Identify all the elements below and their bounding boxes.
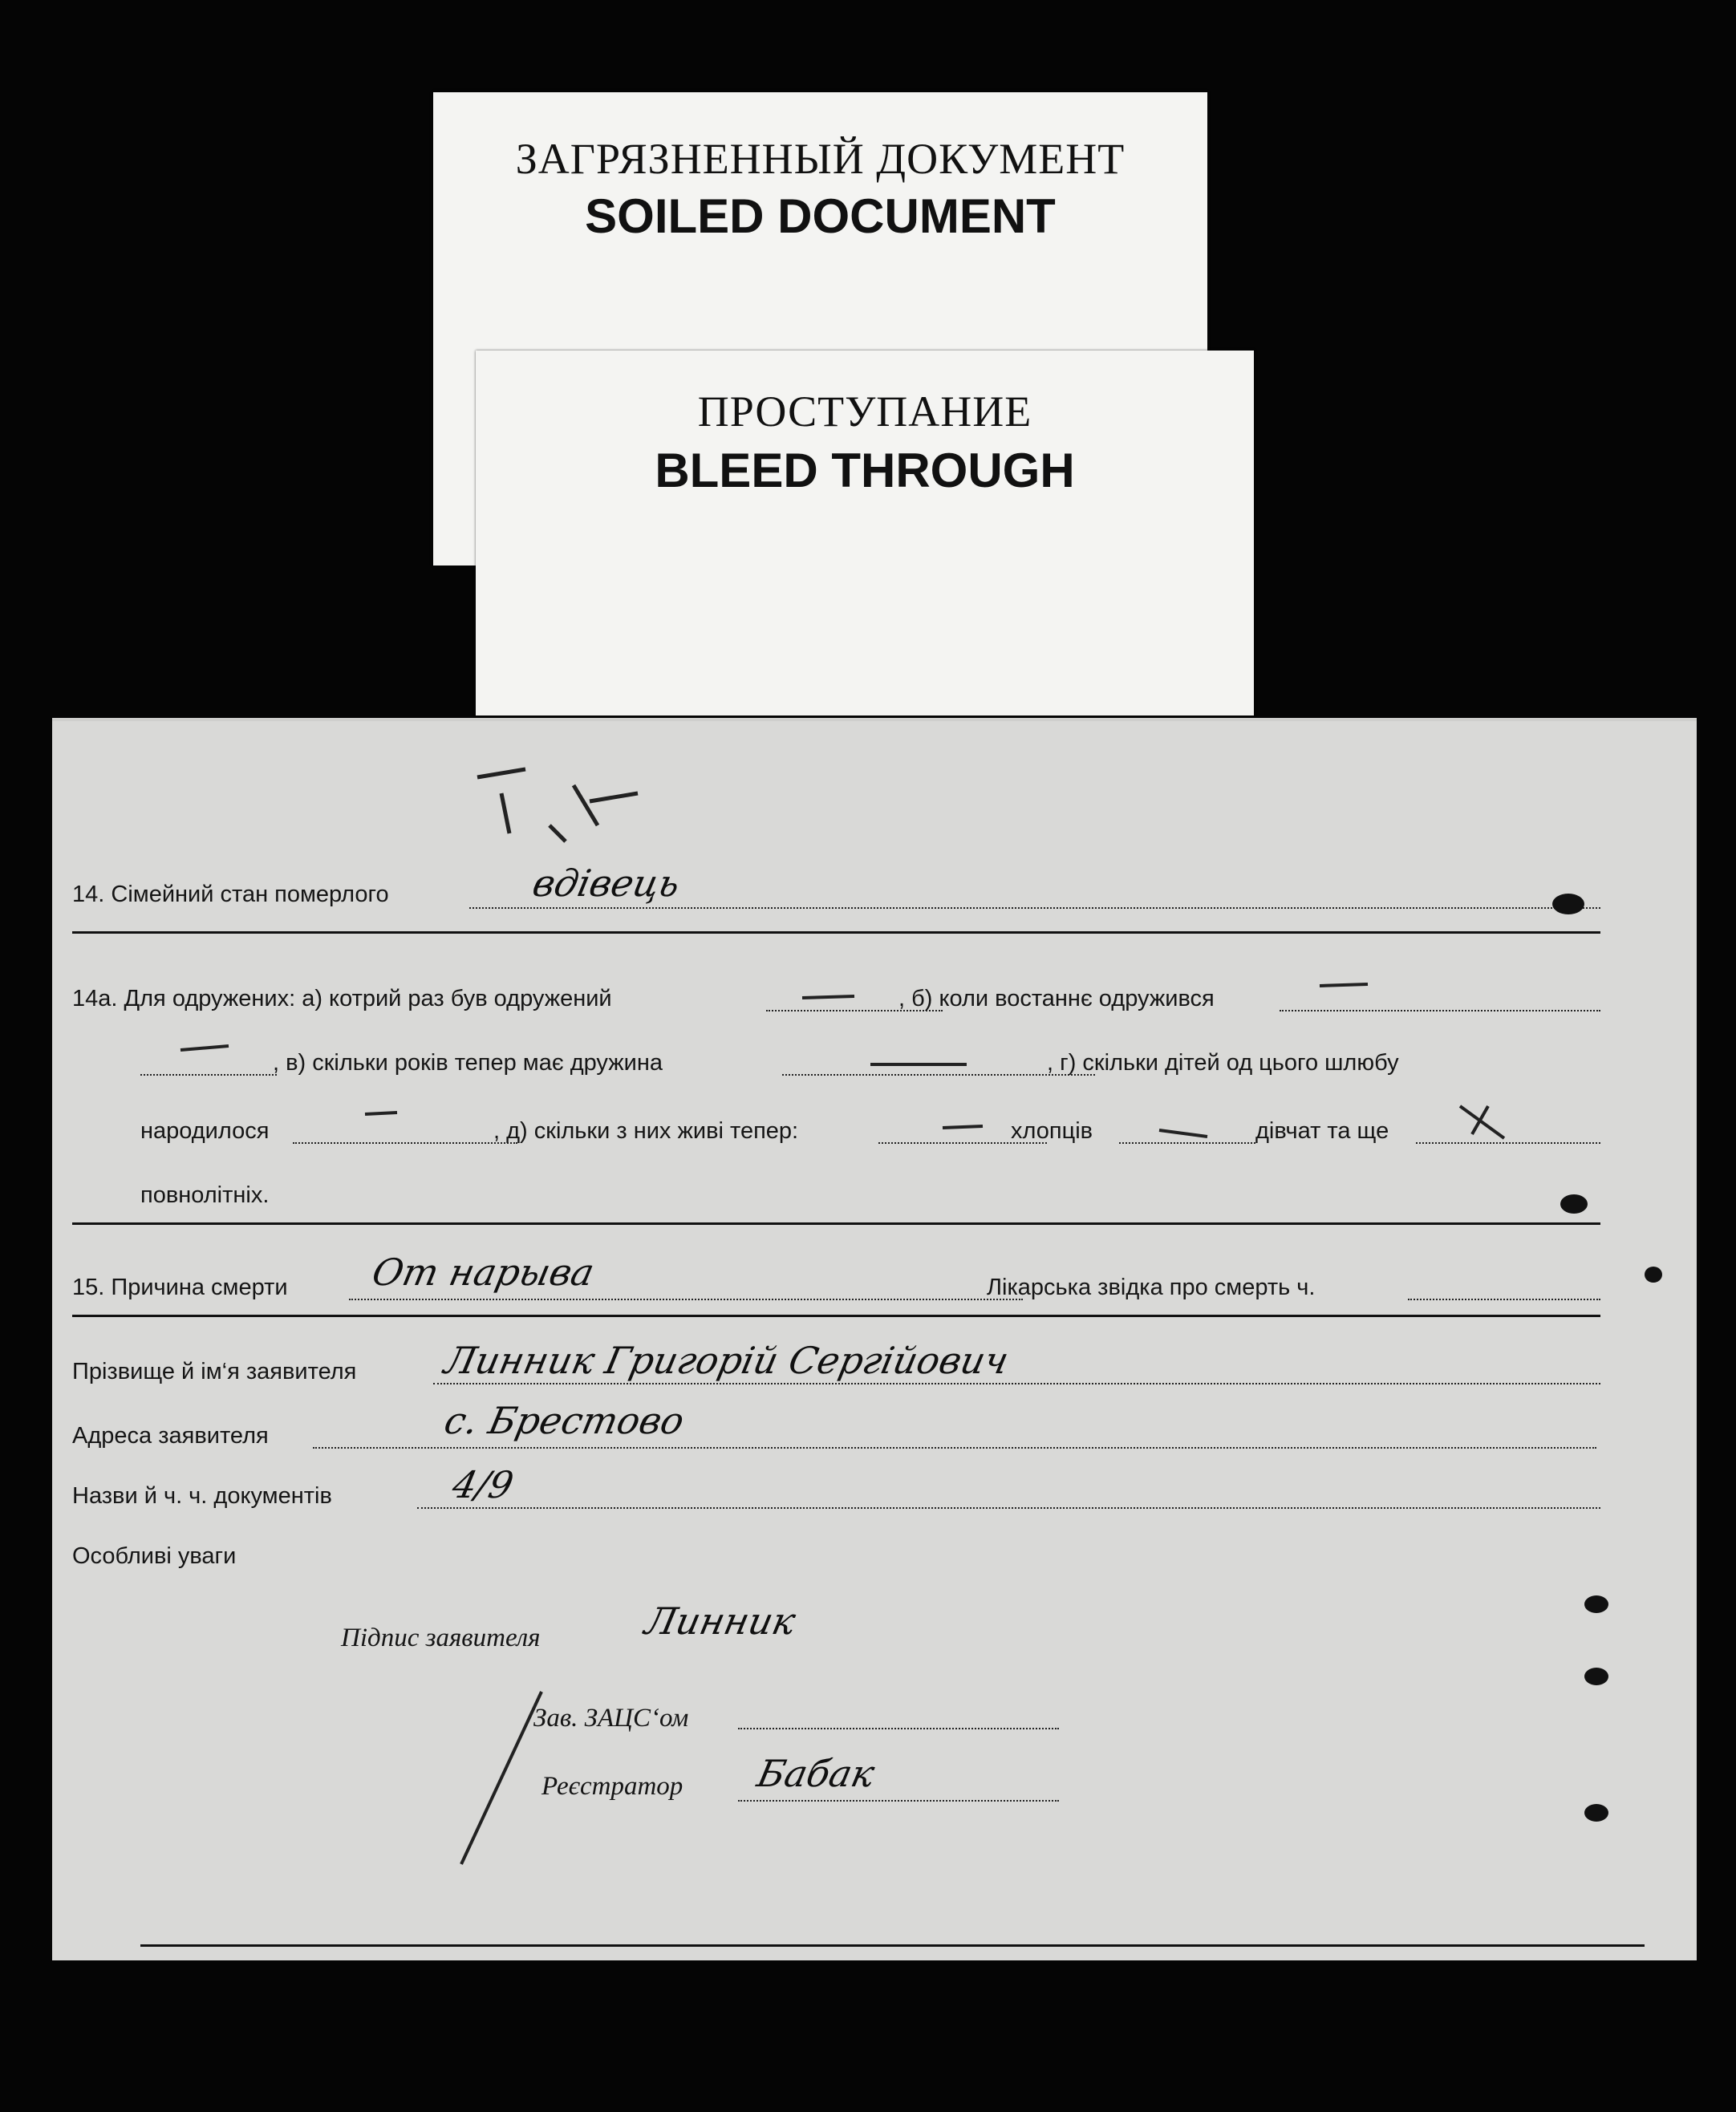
punch-hole	[1552, 894, 1584, 914]
applicant-dotted-line	[433, 1383, 1600, 1384]
field-14a-d-label: , д) скільки з них живі тепер:	[493, 1118, 799, 1144]
documents-dotted-line	[417, 1507, 1600, 1509]
field-14a-born-label: народилося	[140, 1118, 270, 1144]
field-15-handwriting: От нарыва	[368, 1251, 598, 1294]
notes-label: Особливі уваги	[72, 1543, 237, 1569]
field-15-cert-dots	[1408, 1299, 1600, 1300]
zags-label: Зав. ЗАЦС‘ом	[533, 1704, 689, 1733]
applicant-label: Прізвище й ім‘я заявителя	[72, 1359, 357, 1384]
field-14a-intro: 14а. Для одружених: а) котрий раз був одружений	[72, 986, 612, 1011]
ink-dashes	[52, 721, 1697, 1170]
punch-hole	[1560, 1194, 1588, 1214]
field-15-rule	[72, 1315, 1600, 1317]
field-14a-adult-label: повнолітніх.	[140, 1182, 270, 1208]
bottom-rule	[140, 1944, 1645, 1947]
bleed-through-card	[476, 351, 1254, 715]
field-14a-boys-label: хлопців	[1011, 1118, 1093, 1144]
zags-dotted-line	[738, 1728, 1059, 1729]
signature-handwriting: Линник	[641, 1599, 800, 1643]
registrar-handwriting: Бабак	[753, 1752, 878, 1795]
field-14a-v-label: , в) скільки років тепер має дружина	[273, 1050, 663, 1076]
ink-stroke-diagonal	[453, 1684, 550, 1876]
field-15-label: 15. Причина смерти	[72, 1275, 288, 1300]
death-record-form	[52, 718, 1697, 1960]
punch-hole	[1645, 1267, 1662, 1283]
punch-hole	[1584, 1804, 1608, 1822]
field-14-label: 14. Сімейний стан померлого	[72, 882, 389, 907]
registrar-label: Реєстратор	[541, 1772, 683, 1801]
field-14a-girls-label: дівчат та ще	[1255, 1118, 1389, 1144]
address-handwriting: с. Брестово	[440, 1399, 688, 1442]
field-14a-g-label: , г) скільки дітей од цього шлюбу	[1047, 1050, 1399, 1076]
soiled-label-en: SOILED DOCUMENT	[585, 189, 1056, 243]
documents-label: Назви й ч. ч. документів	[72, 1483, 332, 1509]
field-15-dotted-line	[349, 1299, 1023, 1300]
signature-label: Підпис заявителя	[341, 1624, 541, 1652]
soiled-label-ru: ЗАГРЯЗНЕННЫЙ ДОКУМЕНТ	[515, 135, 1126, 183]
applicant-handwriting: Линник Григорій Сергійович	[440, 1339, 1013, 1382]
address-dotted-line	[313, 1447, 1596, 1449]
field-14a-b-label: , б) коли востаннє одружився	[898, 986, 1215, 1011]
documents-handwriting: 4/9	[448, 1463, 517, 1506]
bleed-label-en: BLEED THROUGH	[655, 444, 1075, 497]
field-15-cert-label: Лікарська звідка про смерть ч.	[987, 1275, 1316, 1300]
address-label: Адреса заявителя	[72, 1423, 269, 1449]
punch-hole	[1584, 1595, 1608, 1613]
field-14-handwriting: вдівець	[529, 861, 684, 905]
registrar-dotted-line	[738, 1800, 1059, 1802]
bleed-label-ru: ПРОСТУПАНИЕ	[697, 387, 1032, 436]
field-14a-rule	[72, 1222, 1600, 1225]
punch-hole	[1584, 1668, 1608, 1685]
